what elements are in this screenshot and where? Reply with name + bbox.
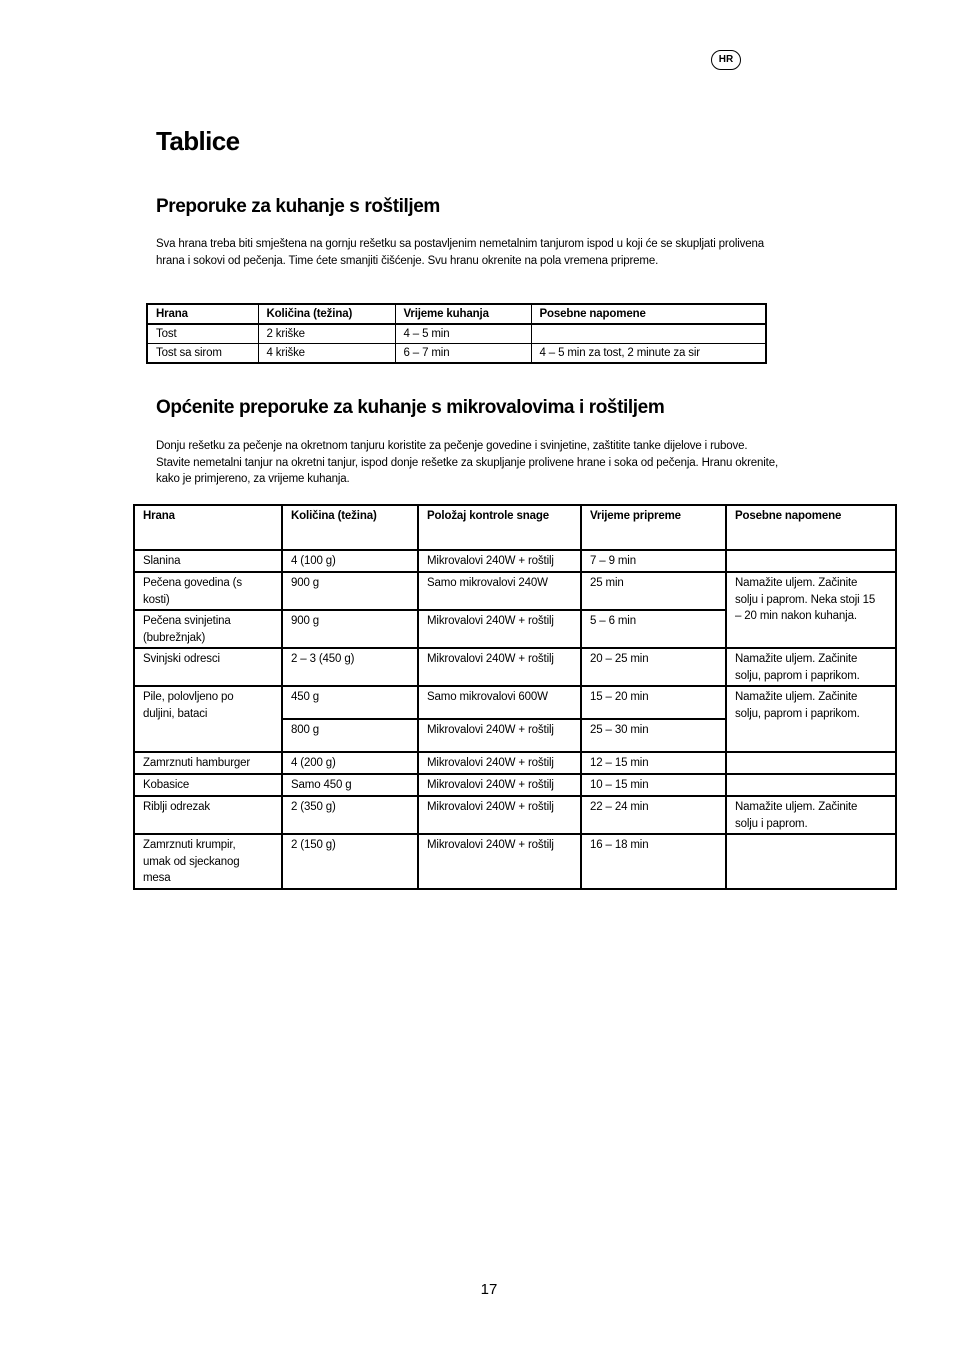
cell-line: Zamrznuti krumpir,	[143, 839, 236, 851]
cell-line: Namažite uljem. Začinite	[735, 691, 858, 703]
table-cell: Tost	[147, 324, 258, 344]
notes-cell	[726, 752, 896, 774]
notes-cell	[726, 774, 896, 796]
cell-line: Namažite uljem. Začinite	[735, 653, 858, 665]
paragraph-line: Stavite nemetalni tanjur na okretni tanjur, ispod donje rešetke za skupljanje prolivene hrane i soka od pečenja. Hranu okrenite,	[156, 456, 778, 469]
table-cell: 4 – 5 min	[395, 324, 531, 344]
notes-cell	[726, 686, 896, 752]
food-cell	[134, 610, 282, 648]
table-row	[147, 324, 766, 344]
quantity-cell: 2 (150 g)	[282, 834, 418, 889]
header-cell: Vrijeme kuhanja	[395, 304, 531, 324]
quantity-cell: 900 g	[282, 610, 418, 648]
quantity-cell: 2 (350 g)	[282, 796, 418, 834]
power-cell: Mikrovalovi 240W + roštilj	[418, 550, 581, 572]
table-row	[134, 686, 896, 719]
quantity-cell: 4 (200 g)	[282, 752, 418, 774]
time-cell: 20 – 25 min	[581, 648, 726, 686]
quantity-cell: 2 – 3 (450 g)	[282, 648, 418, 686]
power-cell: Mikrovalovi 240W + roštilj	[418, 648, 581, 686]
cell-line: mesa	[143, 872, 171, 884]
food-cell	[134, 752, 282, 774]
cell-line: Pečena svinjetina	[143, 615, 231, 627]
food-cell	[134, 572, 282, 610]
cell-line: Zamrznuti hamburger	[143, 757, 251, 769]
header-cell: Položaj kontrole snage	[418, 505, 581, 550]
cell-line: solju, paprom i paprikom.	[735, 707, 860, 720]
header-cell: Posebne napomene	[726, 505, 896, 550]
food-cell	[134, 686, 282, 752]
cell-line: umak od sjeckanog	[143, 855, 240, 868]
time-cell: 7 – 9 min	[581, 550, 726, 572]
paragraph-line: Sva hrana treba biti smještena na gornju rešetku sa postavljenim nemetalnim tanjurom ispod u koji će se skupljati prolivena	[156, 238, 764, 250]
cell-line: Pečena govedina (s	[143, 577, 242, 589]
section-heading-grill: Preporuke za kuhanje s roštiljem	[156, 196, 440, 217]
food-cell	[134, 550, 282, 572]
cell-line: solju i paprom.	[735, 817, 808, 830]
table-header-row	[147, 304, 766, 324]
microwave-grill-table	[133, 504, 897, 890]
header-cell: Vrijeme pripreme	[581, 505, 726, 550]
cell-line: Pile, polovljeno po	[143, 691, 234, 703]
paragraph-line: hrana i sokovi od pečenja. Time ćete smanjiti čišćenje. Svu hranu okrenite na pola vremena pripreme.	[156, 254, 659, 267]
time-cell: 10 – 15 min	[581, 774, 726, 796]
table-header-row	[134, 505, 896, 550]
paragraph-line: Donju rešetku za pečenje na okretnom tanjuru koristite za pečenje govedine i svinjetine, zaštitite tanke dijelove i rubove.	[156, 440, 748, 452]
power-cell: Samo mikrovalovi 240W	[418, 572, 581, 610]
quantity-cell: 4 (100 g)	[282, 550, 418, 572]
cell-line: Svinjski odresci	[143, 653, 220, 665]
power-cell: Mikrovalovi 240W + roštilj	[418, 796, 581, 834]
time-cell: 22 – 24 min	[581, 796, 726, 834]
page-number: 17	[480, 1281, 498, 1298]
table-cell: 4 – 5 min za tost, 2 minute za sir	[531, 344, 766, 364]
table-cell: 4 kriške	[258, 344, 395, 364]
time-cell: 25 min	[581, 572, 726, 610]
header-cell: Hrana	[134, 505, 282, 550]
time-cell: 12 – 15 min	[581, 752, 726, 774]
food-cell	[134, 796, 282, 834]
cell-line: Slanina	[143, 555, 181, 567]
table-row	[134, 572, 896, 610]
cell-line: – 20 min nakon kuhanja.	[735, 610, 857, 622]
cell-line: solju, paprom i paprikom.	[735, 669, 860, 682]
intro-paragraph-grill	[156, 236, 836, 269]
cell-line: (bubrežnjak)	[143, 631, 206, 644]
intro-paragraph-microwave-grill	[156, 438, 836, 488]
power-cell: Mikrovalovi 240W + roštilj	[418, 834, 581, 889]
paragraph-line: kako je primjereno, za vrijeme kuhanja.	[156, 473, 350, 485]
food-cell	[134, 774, 282, 796]
power-cell: Samo mikrovalovi 600W	[418, 686, 581, 719]
page-title: Tablice	[156, 126, 240, 156]
power-cell: Mikrovalovi 240W + roštilj	[418, 774, 581, 796]
table-row	[134, 648, 896, 686]
food-cell	[134, 648, 282, 686]
cell-line: Kobasice	[143, 779, 190, 791]
quantity-cell: 450 g	[282, 686, 418, 719]
notes-cell	[726, 648, 896, 686]
quantity-cell: 900 g	[282, 572, 418, 610]
table-cell: 2 kriške	[258, 324, 395, 344]
table-row	[134, 550, 896, 572]
power-cell: Mikrovalovi 240W + roštilj	[418, 719, 581, 752]
notes-cell	[726, 834, 896, 889]
table-row	[134, 774, 896, 796]
quantity-cell: 800 g	[282, 719, 418, 752]
power-cell: Mikrovalovi 240W + roštilj	[418, 610, 581, 648]
header-cell: Količina (težina)	[258, 304, 395, 324]
grill-table	[146, 303, 767, 364]
table-row	[134, 796, 896, 834]
power-cell: Mikrovalovi 240W + roštilj	[418, 752, 581, 774]
table-row	[147, 344, 766, 364]
header-cell: Količina (težina)	[282, 505, 418, 550]
table-row	[134, 834, 896, 889]
quantity-cell: Samo 450 g	[282, 774, 418, 796]
notes-cell	[726, 796, 896, 834]
notes-cell	[726, 572, 896, 648]
table-cell	[531, 324, 766, 344]
cell-line: Namažite uljem. Začinite	[735, 577, 858, 589]
notes-cell	[726, 550, 896, 572]
time-cell: 5 – 6 min	[581, 610, 726, 648]
time-cell: 15 – 20 min	[581, 686, 726, 719]
cell-line: duljini, bataci	[143, 707, 208, 720]
cell-line: Riblji odrezak	[143, 801, 210, 813]
cell-line: Namažite uljem. Začinite	[735, 801, 858, 813]
header-cell: Posebne napomene	[531, 304, 766, 324]
food-cell	[134, 834, 282, 889]
time-cell: 25 – 30 min	[581, 719, 726, 752]
table-cell: Tost sa sirom	[147, 344, 258, 364]
section-heading-microwave-grill: Općenite preporuke za kuhanje s mikrovalovima i roštiljem	[156, 397, 665, 418]
cell-line: kosti)	[143, 593, 170, 606]
table-cell: 6 – 7 min	[395, 344, 531, 364]
time-cell: 16 – 18 min	[581, 834, 726, 889]
language-badge: HR	[711, 50, 741, 70]
table-row	[134, 752, 896, 774]
header-cell: Hrana	[147, 304, 258, 324]
cell-line: solju i paprom. Neka stoji 15	[735, 593, 876, 606]
